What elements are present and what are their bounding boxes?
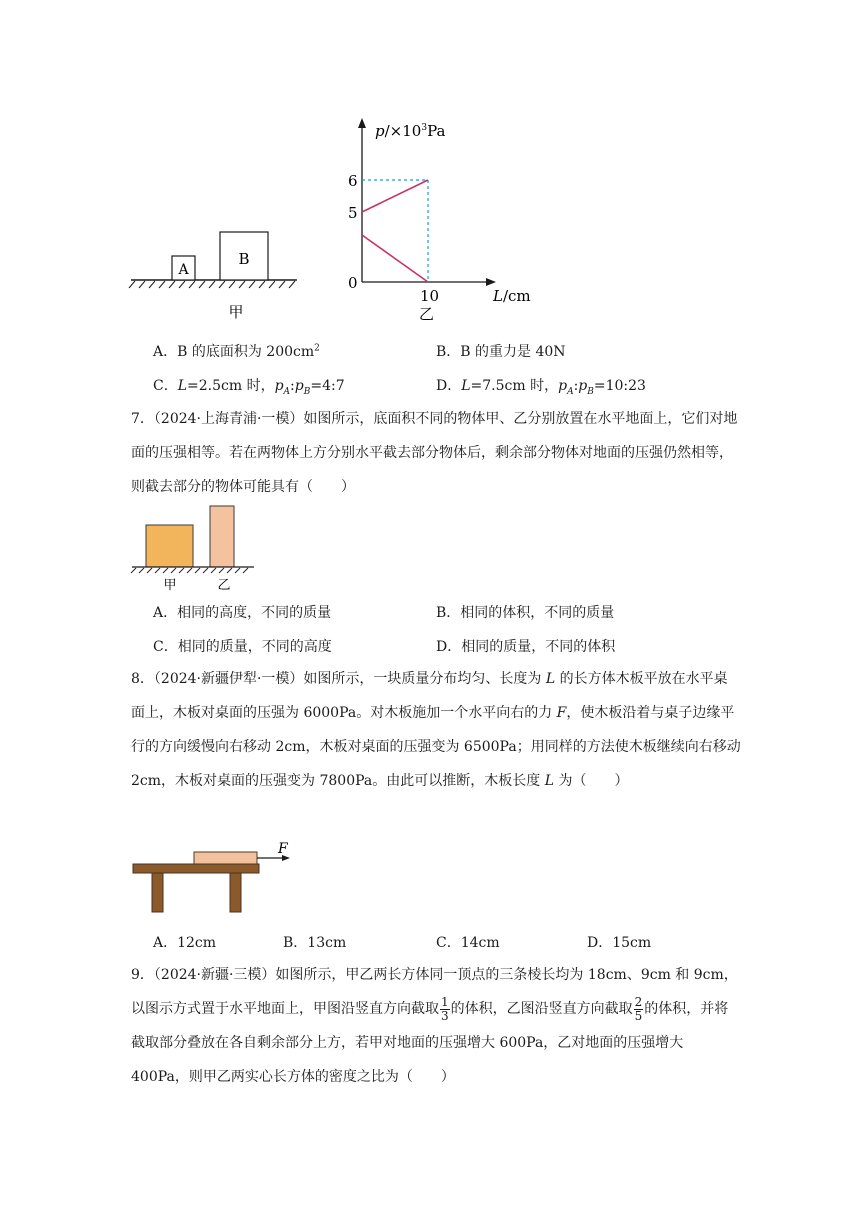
q8-option-a[interactable]: A．12cm (153, 935, 217, 951)
table-leg-right (230, 873, 241, 912)
q8-figure-table (128, 838, 303, 920)
table-leg-left (152, 873, 163, 912)
q8-option-c[interactable]: C．14cm (436, 935, 500, 951)
line-b-pressure (362, 180, 428, 212)
q6-option-a[interactable]: A．B 的底面积为 $200cm^2$ (153, 343, 320, 360)
block-yi (210, 506, 234, 567)
figure-yi-caption: 乙 (419, 305, 435, 323)
q6-option-c[interactable]: C．L=2.5cm 时，$p_A:p_B=4:7$ (153, 378, 345, 397)
tick-6: 6 (348, 172, 358, 190)
block-jia (146, 525, 193, 567)
q7-option-a[interactable]: A．相同的高度，不同的质量 (153, 605, 332, 621)
q6-option-b[interactable]: B．B 的重力是 40N (436, 344, 566, 360)
figure-jia-caption: 甲 (228, 303, 244, 321)
tick-0: 0 (348, 274, 358, 292)
figure-yi-graph (330, 110, 550, 325)
q8-option-b[interactable]: B．13cm (283, 935, 347, 951)
q7-fig-label-jia: 甲 (163, 578, 177, 593)
q7-fig-label-yi: 乙 (217, 578, 231, 593)
table-top (133, 864, 259, 873)
figure-jia (125, 225, 305, 325)
force-label: F (278, 841, 288, 857)
q8-question-text: 8．（2024·新疆伊犁·一模）如图所示，一块质量分布均匀、长度为 L 的长方体木板平放在水平桌面上，木板对桌面的压强为 6000Pa。对木板施加一个水平向右的力 F，使木板沿着与桌子边缘平行的方向缓慢向右移动 2cm，木板对桌面的压强变为 6500Pa；用同样的方法使木板继续向右移动 2cm，木板对桌面的压强变为 7800Pa。由此可以推断，木板长度 L 为（ ） (131, 671, 741, 789)
q6-option-d[interactable]: D．L=7.5cm 时，$p_A:p_B=10:23$ (436, 378, 646, 397)
fraction-one-third: $\frac{1}{3}$ (441, 994, 449, 1023)
tick-10: 10 (420, 287, 440, 305)
q7-option-b[interactable]: B．相同的体积，不同的质量 (436, 605, 615, 621)
q8-option-d[interactable]: D．15cm (587, 935, 652, 951)
q7-option-d[interactable]: D．相同的质量，不同的体积 (436, 639, 616, 655)
line-a-pressure (362, 235, 428, 282)
x-axis-label: L/cm (493, 287, 531, 305)
fraction-two-fifths: $\frac{2}{5}$ (634, 994, 643, 1023)
q7-figure (128, 500, 268, 595)
tick-5: 5 (348, 204, 358, 222)
q7-question-text: 7．（2024·上海青浦·一模）如图所示，底面积不同的物体甲、乙分别放置在水平地面上，它们对地面的压强相等。若在两物体上方分别水平截去部分物体后，剩余部分物体对地面的压强仍然相等，则截去部分的物体可能具有（ ） (131, 411, 738, 495)
y-axis-label: $p/\times 10^3Pa$ (375, 122, 446, 140)
q9-question-text: 9．（2024·新疆·三模）如图所示，甲乙两长方体同一顶点的三条棱长均为 18cm、9cm 和 9cm，以图示方式置于水平地面上，甲图沿竖直方向截取 $\frac{1}{3}$ 的体积，乙图沿竖直方向截取 $\frac{2}{5}$ 的体积，并将截取部分叠放在各自剩余部分上方，若甲对地面的压强增大 600Pa，乙对地面的压强增大 400Pa，则甲乙两实心长方体的密度之比为（ ） (131, 967, 738, 1085)
block-a-label: A (178, 262, 189, 278)
block-b-label: B (238, 250, 250, 268)
wood-board (194, 852, 257, 864)
q7-option-c[interactable]: C．相同的质量，不同的高度 (153, 639, 332, 655)
